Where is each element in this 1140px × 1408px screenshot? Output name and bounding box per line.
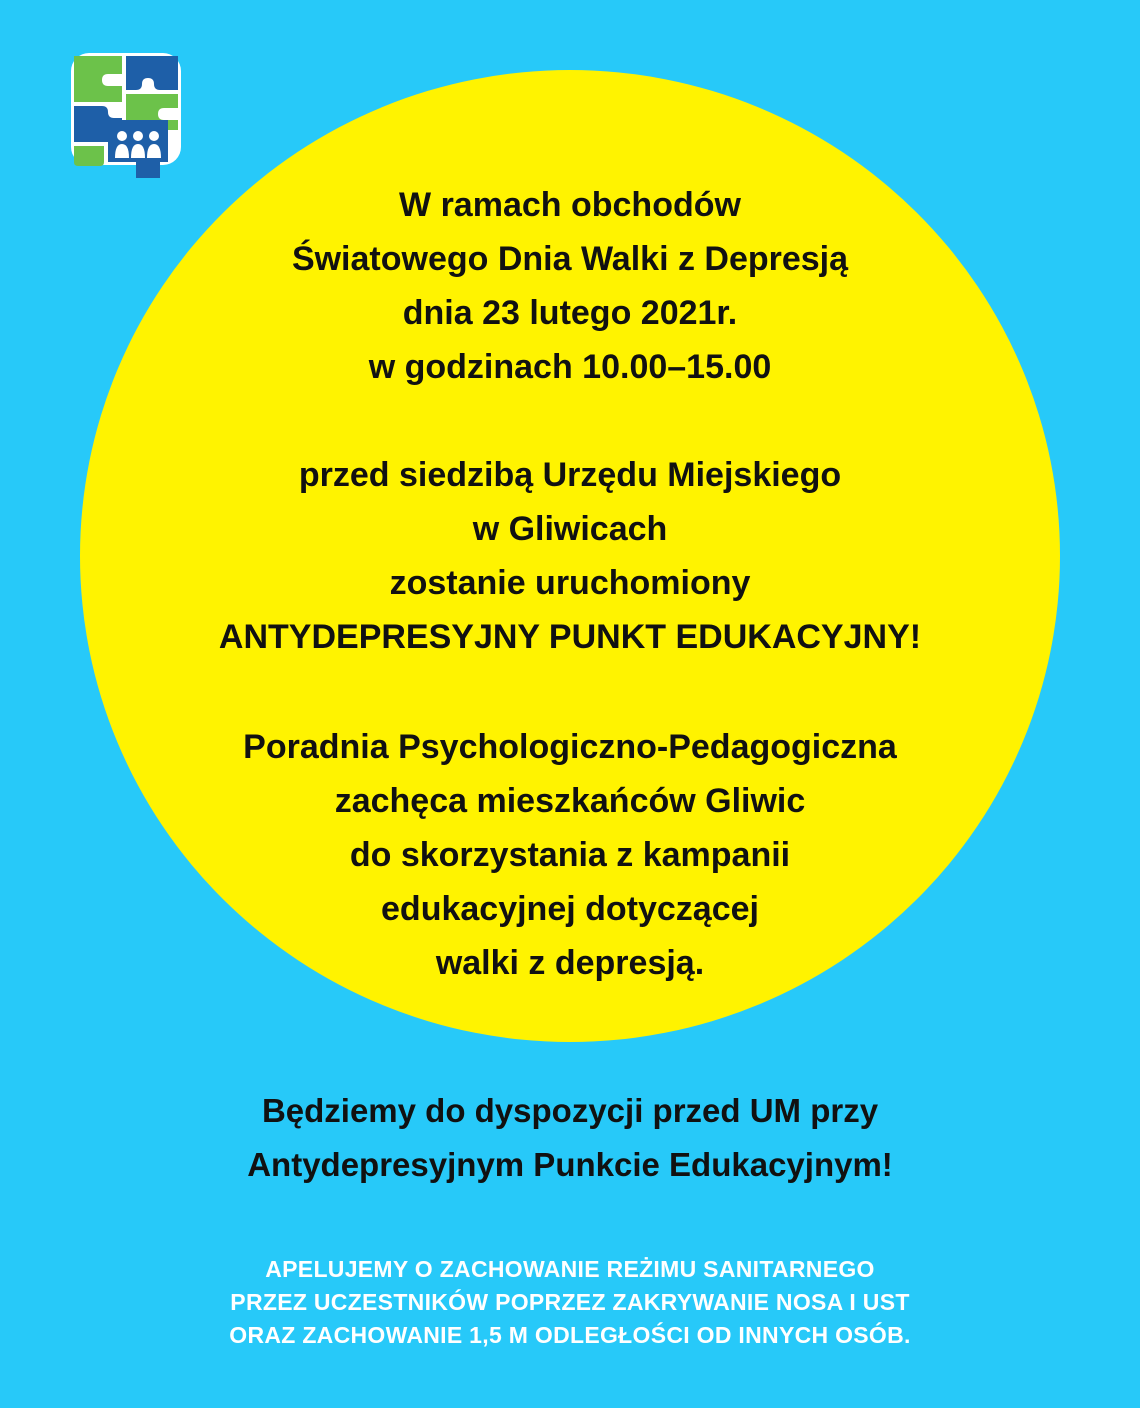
notice-line: PRZEZ UCZESTNIKÓW POPRZEZ ZAKRYWANIE NOSA I UST bbox=[230, 1289, 910, 1315]
text-line: edukacyjnej dotyczącej bbox=[381, 890, 759, 928]
event-intro-text bbox=[0, 178, 1140, 394]
text-line: Światowego Dnia Walki z Depresją bbox=[291, 240, 849, 278]
event-invitation-text bbox=[0, 720, 1140, 990]
text-line: walki z depresją. bbox=[435, 944, 705, 982]
availability-text bbox=[0, 1084, 1140, 1192]
text-line: zostanie uruchomiony bbox=[389, 564, 751, 602]
text-line: w Gliwicach bbox=[472, 510, 668, 548]
text-line: W ramach obchodów bbox=[399, 186, 741, 224]
text-line: do skorzystania z kampanii bbox=[349, 836, 791, 874]
family-puzzle-logo-icon bbox=[68, 50, 184, 182]
text-line: Poradnia Psychologiczno-Pedagogiczna bbox=[243, 728, 897, 766]
text-line: ANTYDEPRESYJNY PUNKT EDUKACYJNY! bbox=[218, 618, 922, 656]
sanitary-notice bbox=[0, 1253, 1140, 1352]
text-line: Antydepresyjnym Punkcie Edukacyjnym! bbox=[247, 1146, 893, 1183]
text-line: dnia 23 lutego 2021r. bbox=[402, 294, 738, 332]
text-line: przed siedzibą Urzędu Miejskiego bbox=[298, 456, 842, 494]
text-line: Będziemy do dyspozycji przed UM przy bbox=[261, 1092, 879, 1129]
text-line: zachęca mieszkańców Gliwic bbox=[334, 782, 806, 820]
notice-line: APELUJEMY O ZACHOWANIE REŻIMU SANITARNEGO bbox=[265, 1256, 875, 1282]
event-location-text bbox=[0, 448, 1140, 664]
notice-line: ORAZ ZACHOWANIE 1,5 M ODLEGŁOŚCI OD INNYCH OSÓB. bbox=[229, 1322, 911, 1348]
text-line: w godzinach 10.00–15.00 bbox=[368, 348, 772, 386]
